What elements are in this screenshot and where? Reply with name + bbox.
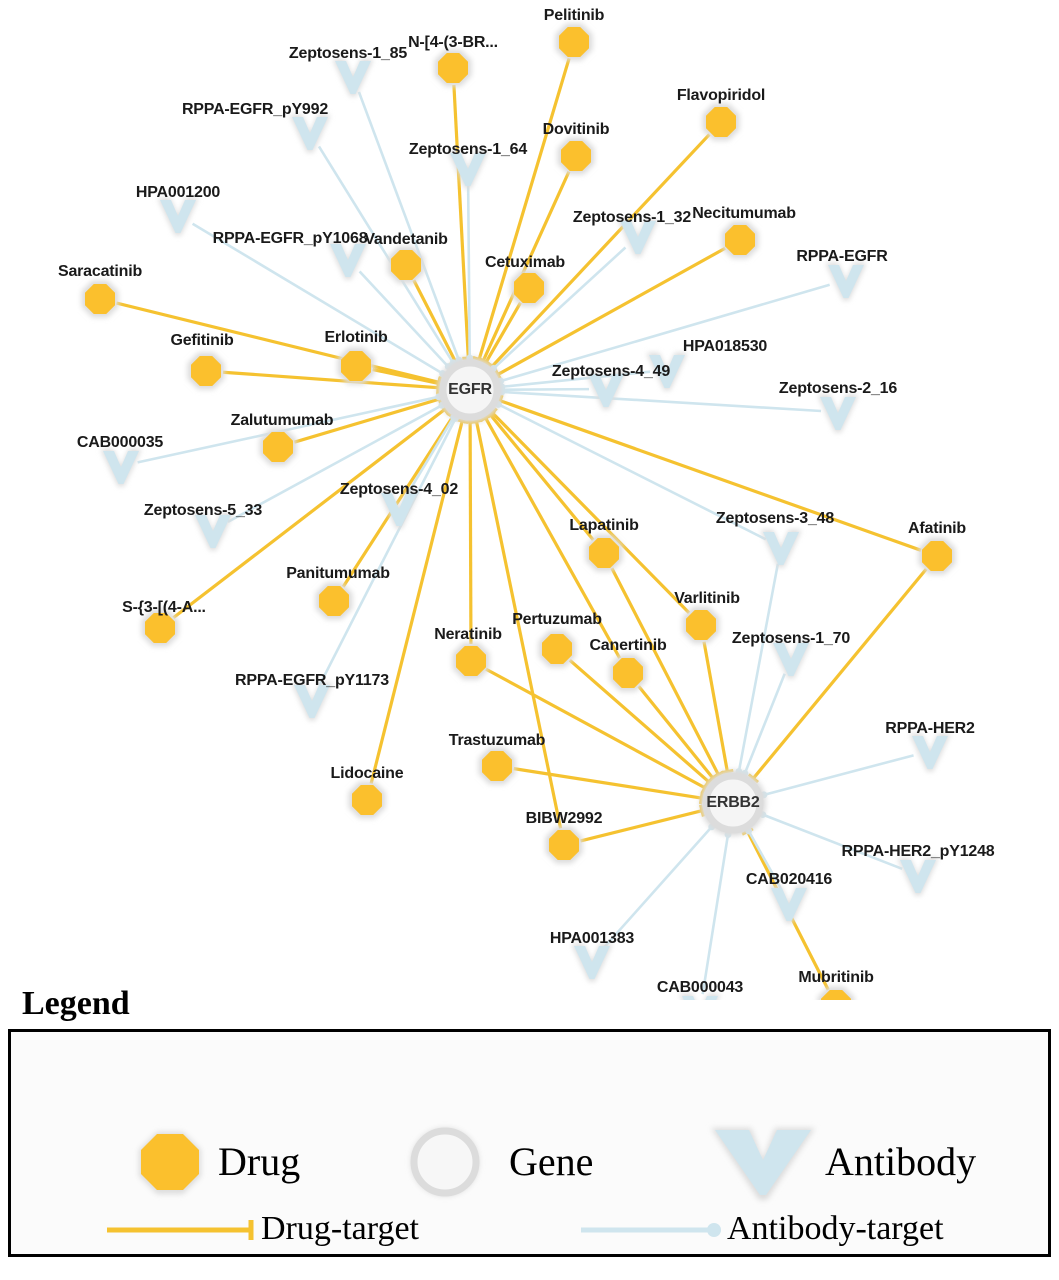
drug-node-label: Flavopiridol xyxy=(676,87,766,104)
drug-node-shape xyxy=(85,284,115,314)
drug-target-edge xyxy=(479,58,569,359)
drug-node[interactable] xyxy=(722,222,759,259)
drug-node-label: BIBW2992 xyxy=(525,810,603,827)
drug-node-label: Pelitinib xyxy=(543,7,605,24)
drug-node-label: Erlotinib xyxy=(324,329,388,346)
drug-node-shape xyxy=(352,785,382,815)
drug-node-shape xyxy=(438,53,468,83)
drug-node[interactable] xyxy=(479,748,516,785)
drug-node-shape xyxy=(542,634,572,664)
antibody-node-label: HPA001200 xyxy=(135,184,221,201)
antibody-node-shape xyxy=(771,888,807,921)
drug-node-label: Dovitinib xyxy=(542,121,610,138)
antibody-node-label: Zeptosens-1_64 xyxy=(408,141,528,158)
drug-node-shape xyxy=(391,250,421,280)
drug-node-label: Saracatinib xyxy=(57,263,143,280)
legend-drug-edge-icon xyxy=(107,1220,251,1240)
drug-node-label: Canertinib xyxy=(589,637,667,654)
drug-node[interactable] xyxy=(610,655,647,692)
antibody-node[interactable] xyxy=(825,263,866,301)
antibody-node-shape xyxy=(160,200,196,233)
drug-node-label: Trastuzumab xyxy=(448,732,546,749)
drug-node[interactable] xyxy=(919,538,956,575)
drug-node[interactable] xyxy=(388,247,425,284)
antibody-target-edge xyxy=(502,389,589,390)
drug-node-label: Neratinib xyxy=(434,626,502,643)
drug-node-label: Lidocaine xyxy=(330,765,404,782)
legend-label-antibody-target: Antibody-target xyxy=(727,1210,944,1247)
legend-gene-icon xyxy=(411,1128,479,1196)
drug-node-shape xyxy=(482,751,512,781)
legend-label-drug-target: Drug-target xyxy=(261,1210,419,1247)
antibody-node[interactable] xyxy=(768,886,809,924)
antibody-node-label: CAB000035 xyxy=(76,434,164,451)
drug-node-shape xyxy=(922,541,952,571)
drug-node[interactable] xyxy=(316,583,353,620)
antibody-node-shape xyxy=(574,946,610,979)
antibody-node[interactable] xyxy=(289,115,330,153)
legend-label-gene: Gene xyxy=(509,1139,594,1184)
legend xyxy=(8,985,1051,1257)
drug-node-label: Necitumumab xyxy=(692,205,796,222)
antibody-node-label: Zeptosens-2_16 xyxy=(778,380,898,397)
antibody-node-label: RPPA-HER2 xyxy=(885,720,975,737)
drug-target-edge xyxy=(343,417,452,587)
drug-node-label: Pertuzumab xyxy=(512,611,602,628)
drug-target-edge xyxy=(373,370,439,384)
antibody-node-label: CAB020416 xyxy=(745,871,833,888)
drug-target-edge xyxy=(753,569,926,778)
drug-node[interactable] xyxy=(546,827,583,864)
drug-node[interactable] xyxy=(539,631,576,668)
gene-node-label: ERBB2 xyxy=(706,794,760,811)
gene-node-label: EGFR xyxy=(448,381,492,398)
antibody-node-shape xyxy=(900,860,936,893)
antibody-node-label: RPPA-EGFR xyxy=(796,248,888,265)
legend-antibody-edge-icon xyxy=(581,1223,721,1237)
antibody-node[interactable] xyxy=(760,530,801,568)
antibody-node-shape xyxy=(912,736,948,769)
antibody-node-label: Zeptosens-4_49 xyxy=(551,363,671,380)
drug-node[interactable] xyxy=(703,104,740,141)
antibody-node-shape xyxy=(763,532,799,565)
drug-node-label: N-[4-(3-BR... xyxy=(408,34,498,51)
drug-node-shape xyxy=(686,610,716,640)
drug-node[interactable] xyxy=(349,782,386,819)
antibody-node[interactable] xyxy=(897,858,938,896)
drug-node-label: Lapatinib xyxy=(569,517,639,534)
antibody-node-label: RPPA-EGFR_pY1173 xyxy=(235,672,389,689)
antibody-node-label: CAB000043 xyxy=(656,979,744,996)
legend-antibody-icon xyxy=(711,1128,815,1200)
drug-node-shape xyxy=(514,273,544,303)
antibody-node-label: Zeptosens-4_02 xyxy=(339,481,459,498)
drug-target-edge xyxy=(500,401,921,551)
antibody-node-label: RPPA-EGFR_pY1068 xyxy=(212,230,368,247)
drug-node[interactable] xyxy=(558,138,595,175)
drug-node-label: Zalutumumab xyxy=(230,412,334,429)
antibody-node-shape xyxy=(828,265,864,298)
drug-node-label: Panitumumab xyxy=(286,565,390,582)
antibody-node[interactable] xyxy=(817,395,858,433)
drug-target-edge xyxy=(470,422,471,644)
drug-node-shape xyxy=(191,356,221,386)
antibody-node-shape xyxy=(292,117,328,150)
antibody-node-label: HPA001383 xyxy=(549,930,635,947)
antibody-node-label: RPPA-HER2_pY1248 xyxy=(841,843,995,860)
drug-node-label: Gefitinib xyxy=(170,332,234,349)
antibody-node-label: Zeptosens-1_32 xyxy=(572,209,692,226)
drug-node[interactable] xyxy=(260,429,297,466)
antibody-target-edge xyxy=(320,419,459,685)
drug-node[interactable] xyxy=(511,270,548,307)
drug-node-shape xyxy=(559,27,589,57)
antibody-node-label: Zeptosens-1_85 xyxy=(288,45,408,62)
drug-node-shape xyxy=(613,658,643,688)
legend-label-antibody: Antibody xyxy=(825,1139,977,1184)
legend-drug-icon xyxy=(139,1132,201,1194)
drug-target-edge xyxy=(454,85,468,358)
antibody-node[interactable] xyxy=(100,449,141,487)
drug-node-label: S-{3-[(4-A... xyxy=(122,599,206,616)
antibody-target-edge xyxy=(703,835,728,995)
antibody-node-label: Zeptosens-3_48 xyxy=(715,510,835,527)
antibody-node[interactable] xyxy=(909,734,950,772)
drug-node[interactable] xyxy=(683,607,720,644)
antibody-target-edge xyxy=(468,185,470,358)
drug-node[interactable] xyxy=(556,24,593,61)
antibody-node-shape xyxy=(103,451,139,484)
drug-node-shape xyxy=(706,107,736,137)
drug-node-shape xyxy=(589,538,619,568)
antibody-node[interactable] xyxy=(571,944,612,982)
antibody-target-edge xyxy=(502,392,821,411)
antibody-node-shape xyxy=(335,61,371,94)
antibody-node-label: Zeptosens-5_33 xyxy=(143,502,263,519)
drug-node-shape xyxy=(341,351,371,381)
antibody-node[interactable] xyxy=(157,198,198,236)
drug-node-label: Mubritinib xyxy=(798,969,874,986)
antibody-node-shape xyxy=(820,397,856,430)
antibody-target-edge xyxy=(359,92,459,360)
drug-node-label: Varlitinib xyxy=(674,590,740,607)
drug-node-label: Vandetanib xyxy=(364,231,448,248)
drug-target-edge xyxy=(492,413,689,613)
drug-target-edge xyxy=(492,134,710,366)
antibody-node-label: Zeptosens-1_70 xyxy=(731,630,851,647)
drug-node-shape xyxy=(561,141,591,171)
antibody-node-label: RPPA-EGFR_pY992 xyxy=(181,101,329,118)
drug-node-label: Afatinib xyxy=(908,520,966,537)
antibody-node-label: HPA018530 xyxy=(682,338,768,355)
drug-node-shape xyxy=(319,586,349,616)
drug-node[interactable] xyxy=(82,281,119,318)
antibody-target-edge xyxy=(745,674,785,774)
legend-title: Legend xyxy=(22,985,130,1022)
drug-node[interactable] xyxy=(188,353,225,390)
drug-node-shape xyxy=(549,830,579,860)
drug-node-label: Cetuximab xyxy=(485,254,565,271)
antibody-target-edge xyxy=(764,755,914,794)
drug-node-shape xyxy=(263,432,293,462)
drug-node-shape xyxy=(456,646,486,676)
drug-node-shape xyxy=(145,613,175,643)
drug-node[interactable] xyxy=(435,50,472,87)
drug-node-shape xyxy=(725,225,755,255)
drug-node[interactable] xyxy=(453,643,490,680)
legend-box xyxy=(8,1029,1051,1257)
drug-node[interactable] xyxy=(338,348,375,385)
drug-target-edge xyxy=(514,769,702,798)
legend-label-drug: Drug xyxy=(218,1139,301,1184)
drug-node[interactable] xyxy=(586,535,623,572)
antibody-node[interactable] xyxy=(332,59,373,97)
